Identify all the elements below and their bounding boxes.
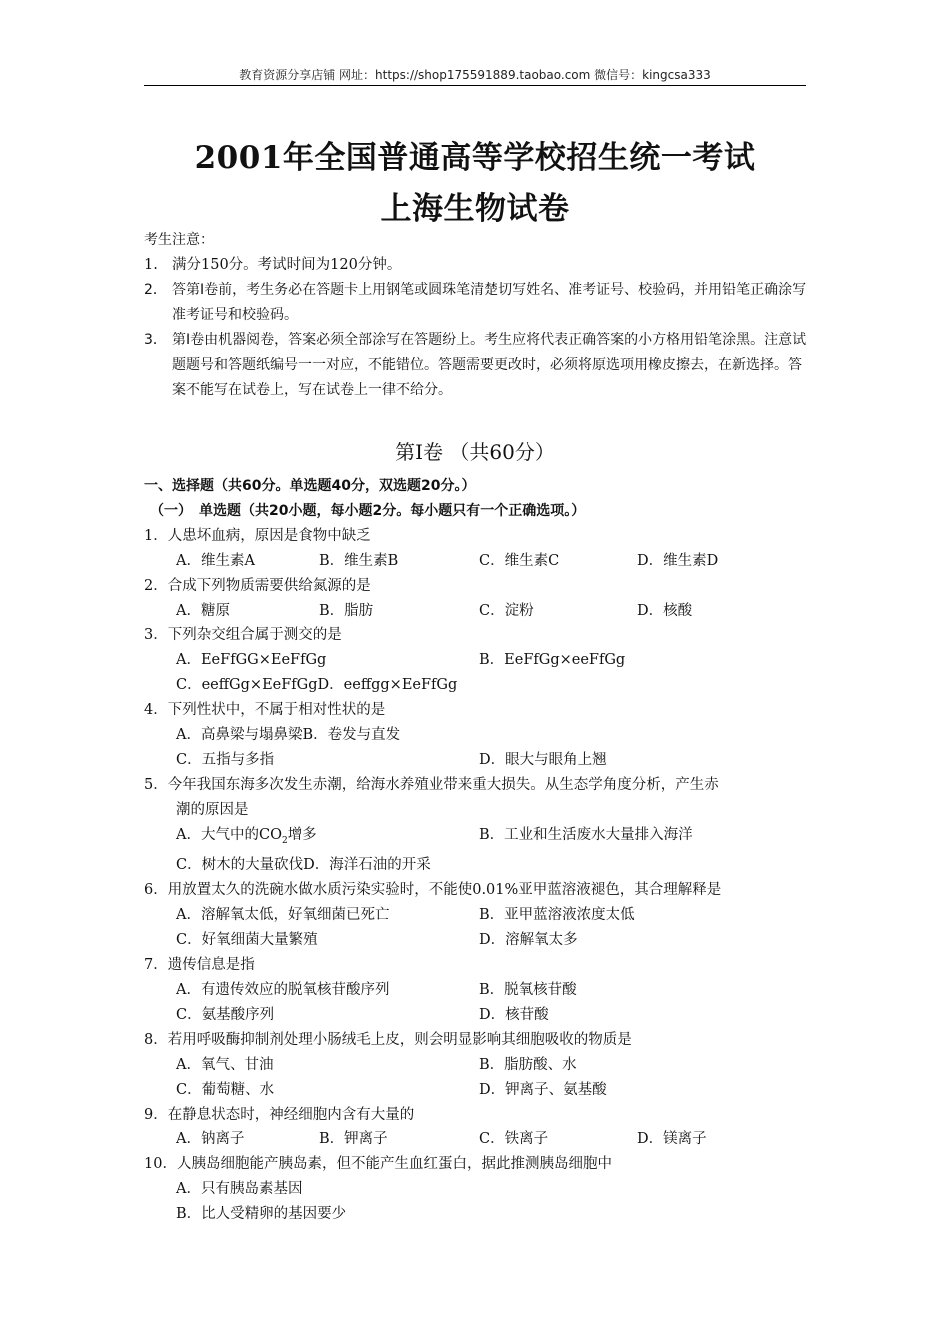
option: A．有遗传效应的脱氧核苷酸序列 bbox=[176, 982, 390, 999]
option: C．五指与多指 bbox=[176, 751, 275, 768]
option: D．眼大与眼角上翘 bbox=[479, 751, 607, 768]
part-one-title: 第Ⅰ卷 （共60分） bbox=[395, 440, 555, 464]
option: C．好氧细菌大量繁殖 bbox=[176, 932, 318, 949]
option: A．EeFfGG×EeFfGg bbox=[176, 652, 327, 669]
question-stem: 10．人胰岛细胞能产胰岛素，但不能产生血红蛋白，据此推测胰岛细胞中 bbox=[144, 1156, 612, 1173]
option-row bbox=[144, 1078, 824, 1103]
option: B．维生素B bbox=[319, 552, 399, 569]
note-item bbox=[144, 328, 808, 403]
option: B．工业和生活废水大量排入海洋 bbox=[479, 826, 693, 843]
question-stem: 8．若用呼吸酶抑制剂处理小肠绒毛上皮，则会明显影响其细胞吸收的物质是 bbox=[144, 1031, 632, 1048]
option: C．维生素C bbox=[479, 552, 560, 569]
option: B．脱氧核苷酸 bbox=[479, 982, 577, 999]
question-stem-continued: 潮的原因是 bbox=[176, 801, 249, 818]
option-row bbox=[144, 1003, 824, 1028]
option-row bbox=[144, 549, 824, 574]
option-text: A．大气中的CO bbox=[176, 826, 282, 843]
option: B．比人受精卵的基因要少 bbox=[176, 1206, 347, 1223]
option: A．只有胰岛素基因 bbox=[176, 1181, 303, 1198]
option: B．卷发与直发 bbox=[302, 727, 401, 744]
option: D．eeffgg×EeFfGg bbox=[317, 677, 458, 694]
option-row bbox=[144, 903, 824, 928]
option-row bbox=[144, 723, 824, 748]
note-number: 1. bbox=[144, 257, 158, 273]
question-stem: 7．遗传信息是指 bbox=[144, 957, 255, 974]
option: A．钠离子 bbox=[176, 1131, 245, 1148]
note-item bbox=[144, 278, 808, 328]
option: B．亚甲蓝溶液浓度太低 bbox=[479, 907, 635, 924]
option: D．镁离子 bbox=[637, 1131, 707, 1148]
option: D．核酸 bbox=[637, 602, 693, 619]
option-row bbox=[144, 853, 824, 878]
question-stem: 6．用放置太久的洗碗水做水质污染实验时，不能使0.01%亚甲蓝溶液褪色，其合理解释是 bbox=[144, 882, 722, 899]
exam-title: 2001年全国普通高等学校招生统一考试 bbox=[194, 140, 756, 176]
option-row bbox=[144, 599, 824, 624]
question-stem: 9．在静息状态时，神经细胞内含有大量的 bbox=[144, 1106, 415, 1123]
option: B．钾离子 bbox=[319, 1131, 388, 1148]
option: D．溶解氧太多 bbox=[479, 932, 578, 949]
question-stem: 5．今年我国东海多次发生赤潮，给海水养殖业带来重大损失。从生态学角度分析，产生赤 bbox=[144, 776, 719, 793]
option: A．糖原 bbox=[176, 602, 230, 619]
option-row bbox=[144, 1177, 824, 1202]
option: A．维生素A bbox=[176, 552, 255, 569]
option-row bbox=[144, 978, 824, 1003]
question-stem: 4．下列性状中，不属于相对性状的是 bbox=[144, 702, 386, 719]
option: D．核苷酸 bbox=[479, 1006, 549, 1023]
option-row bbox=[144, 1127, 824, 1152]
section-heading: 一、选择题（共60分。单选题40分，双选题20分。） bbox=[144, 478, 476, 494]
page-header: 教育资源分享店铺 网址：https://shop175591889.taobao.com 微信号：kingcsa333 bbox=[239, 68, 711, 82]
option: A．高鼻梁与塌鼻梁 bbox=[176, 727, 303, 744]
note-number: 2． bbox=[144, 282, 167, 298]
option: B．脂肪 bbox=[319, 602, 374, 619]
option: B．脂肪酸、水 bbox=[479, 1056, 577, 1073]
header-divider bbox=[144, 85, 806, 86]
question-section bbox=[144, 474, 824, 1227]
option: C．葡萄糖、水 bbox=[176, 1081, 275, 1098]
exam-subtitle: 上海生物试卷 bbox=[380, 191, 570, 227]
question-stem: 1．人患坏血病，原因是食物中缺乏 bbox=[144, 527, 371, 544]
option-row bbox=[144, 1202, 824, 1227]
note-text: 答第Ⅰ卷前，考生务必在答题卡上用钢笔或圆珠笔清楚切写姓名、准考证号、校验码，并用铅笔正确涂写准考证号和校验码。 bbox=[172, 282, 807, 323]
note-item bbox=[144, 253, 808, 278]
option-row bbox=[144, 673, 824, 698]
option-text: 增多 bbox=[287, 826, 317, 843]
note-text: 满分150分。考试时间为120分钟。 bbox=[172, 257, 402, 273]
option: C．eeffGg×EeFfGg bbox=[176, 677, 318, 694]
subsection-heading: （一） 单选题（共20小题，每小题2分。每小题只有一个正确选项。） bbox=[150, 502, 586, 519]
option-row bbox=[144, 823, 824, 854]
option-row bbox=[144, 928, 824, 953]
option-row bbox=[144, 648, 824, 673]
option: A．氧气、甘油 bbox=[176, 1056, 274, 1073]
option: A．溶解氧太低，好氧细菌已死亡 bbox=[176, 907, 390, 924]
option: D．维生素D bbox=[637, 552, 719, 569]
option bbox=[176, 823, 479, 854]
question-stem: 3．下列杂交组合属于测交的是 bbox=[144, 627, 342, 644]
option: D．钾离子、氨基酸 bbox=[479, 1081, 607, 1098]
option-row bbox=[144, 1053, 824, 1078]
option: C．树木的大量砍伐 bbox=[176, 857, 304, 874]
notes-heading: 考生注意： bbox=[144, 232, 214, 248]
option-row bbox=[144, 748, 824, 773]
note-text: 第Ⅰ卷由机器阅卷，答案必须全部涂写在答题纷上。考生应将代表正确答案的小方格用铅笔涂黑。注意试题题号和答题纸编号一一对应，不能错位。答题需要更改时，必须将原选项用橡皮擦去，在新选择。答案不能写在试卷上，写在试卷上一律不给分。 bbox=[172, 332, 807, 398]
option: C．淀粉 bbox=[479, 602, 534, 619]
option: C．氨基酸序列 bbox=[176, 1006, 275, 1023]
subscript: 2 bbox=[281, 835, 288, 846]
question-stem: 2．合成下列物质需要供给氮源的是 bbox=[144, 577, 371, 594]
option: D．海洋石油的开采 bbox=[303, 857, 431, 874]
candidate-notes bbox=[144, 228, 808, 403]
note-number: 3． bbox=[144, 332, 167, 348]
option: B．EeFfGg×eeFfGg bbox=[479, 652, 626, 669]
option: C．铁离子 bbox=[479, 1131, 549, 1148]
